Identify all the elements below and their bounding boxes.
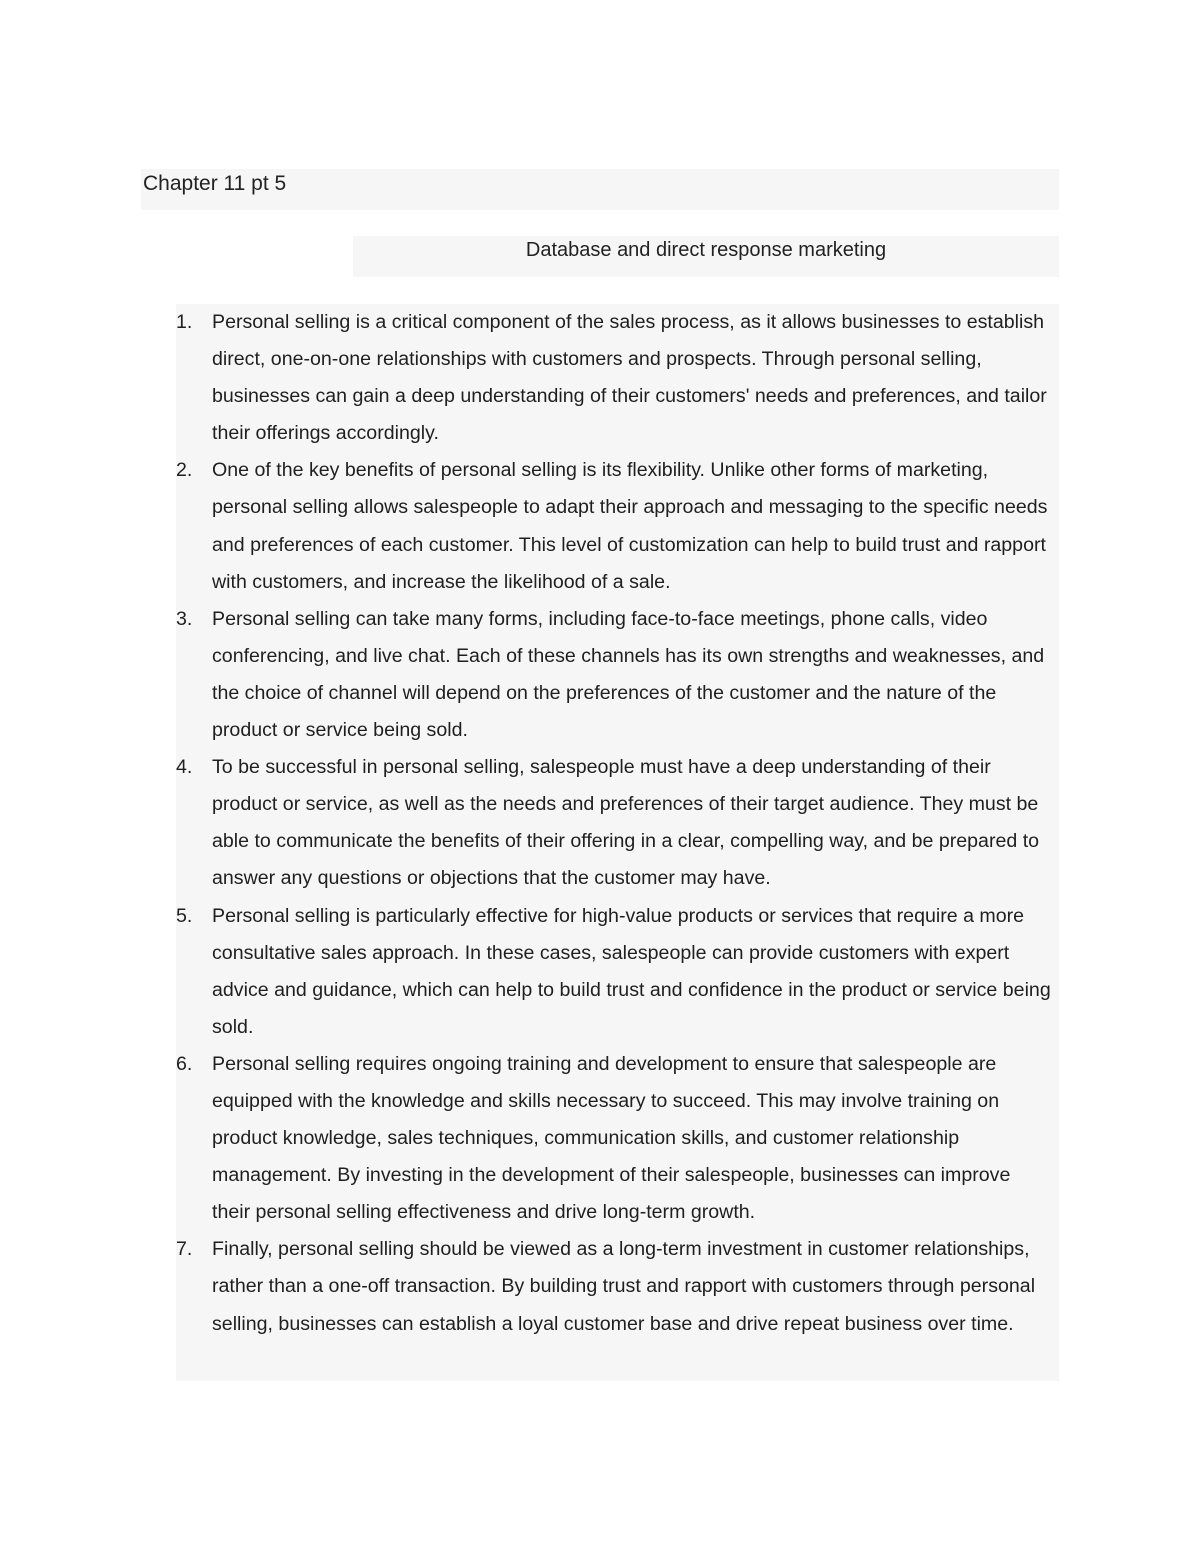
list-item-number: 7. [176,1238,193,1261]
list-item-number: 3. [176,607,193,630]
list-item-text: Personal selling is a critical component of the sales process, as it allows businesses to establish direct, one-on-one relationships with customers and prospects. Through personal selling, businesses can gain a deep understanding of their customers' needs and preferences, and tailor their offerings accordingly. [212,311,1047,445]
list-item [176,1231,1059,1342]
list-item-text: One of the key benefits of personal selling is its flexibility. Unlike other forms of marketing, personal selling allows salespeople to adapt their approach and messaging to the specific needs and preferences of each customer. This level of customization can help to build trust and rapport with customers, and increase the likelihood of a sale. [212,459,1048,593]
list-item-number: 1. [176,311,193,333]
chapter-title: Chapter 11 pt 5 [141,169,1059,210]
list-item-text: Personal selling can take many forms, including face-to-face meetings, phone calls, video conferencing, and live chat. Each of these channels has its own strengths and weaknesses, and the choice of channel will depend on the preferences of the customer and the nature of the product or service being sold. [212,607,1045,742]
list-item [176,601,1059,749]
list-item-number: 5. [176,904,193,927]
list-item-number: 4. [176,756,193,779]
list-item [176,452,1059,600]
list-item [176,1046,1059,1231]
list-item-number: 2. [176,459,193,482]
list-item-text: Finally, personal selling should be viewed as a long-term investment in customer relationships, rather than a one-off transaction. By building trust and rapport with customers through personal selling, businesses can establish a loyal customer base and drive repeat business over time. [212,1238,1036,1335]
list-item [176,749,1059,897]
list-item-text: To be successful in personal selling, salespeople must have a deep understanding of their product or service, as well as the needs and preferences of their target audience. They must be able to communicate the benefits of their offering in a clear, compelling way, and be prepared to answer any questions or objections that the customer may have. [212,756,1040,890]
list-item [176,898,1059,1046]
list-item-number: 6. [176,1052,193,1075]
list-item-text: Personal selling requires ongoing training and development to ensure that salespeople are equipped with the knowledge and skills necessary to succeed. This may involve training on product knowledge, sales techniques, communication skills, and customer relationship management. By investing in the development of their salespeople, businesses can improve their personal selling effectiveness and drive long-term growth. [212,1052,1011,1224]
list-item-text: Personal selling is particularly effective for high-value products or services that require a more consultative sales approach. In these cases, salespeople can provide customers with expert advice and guidance, which can help to build trust and confidence in the product or service being sold. [212,904,1051,1038]
list-item [176,304,1059,452]
numbered-list [176,304,1059,1343]
numbered-list-block [176,304,1059,1381]
section-heading: Database and direct response marketing [353,236,1059,277]
